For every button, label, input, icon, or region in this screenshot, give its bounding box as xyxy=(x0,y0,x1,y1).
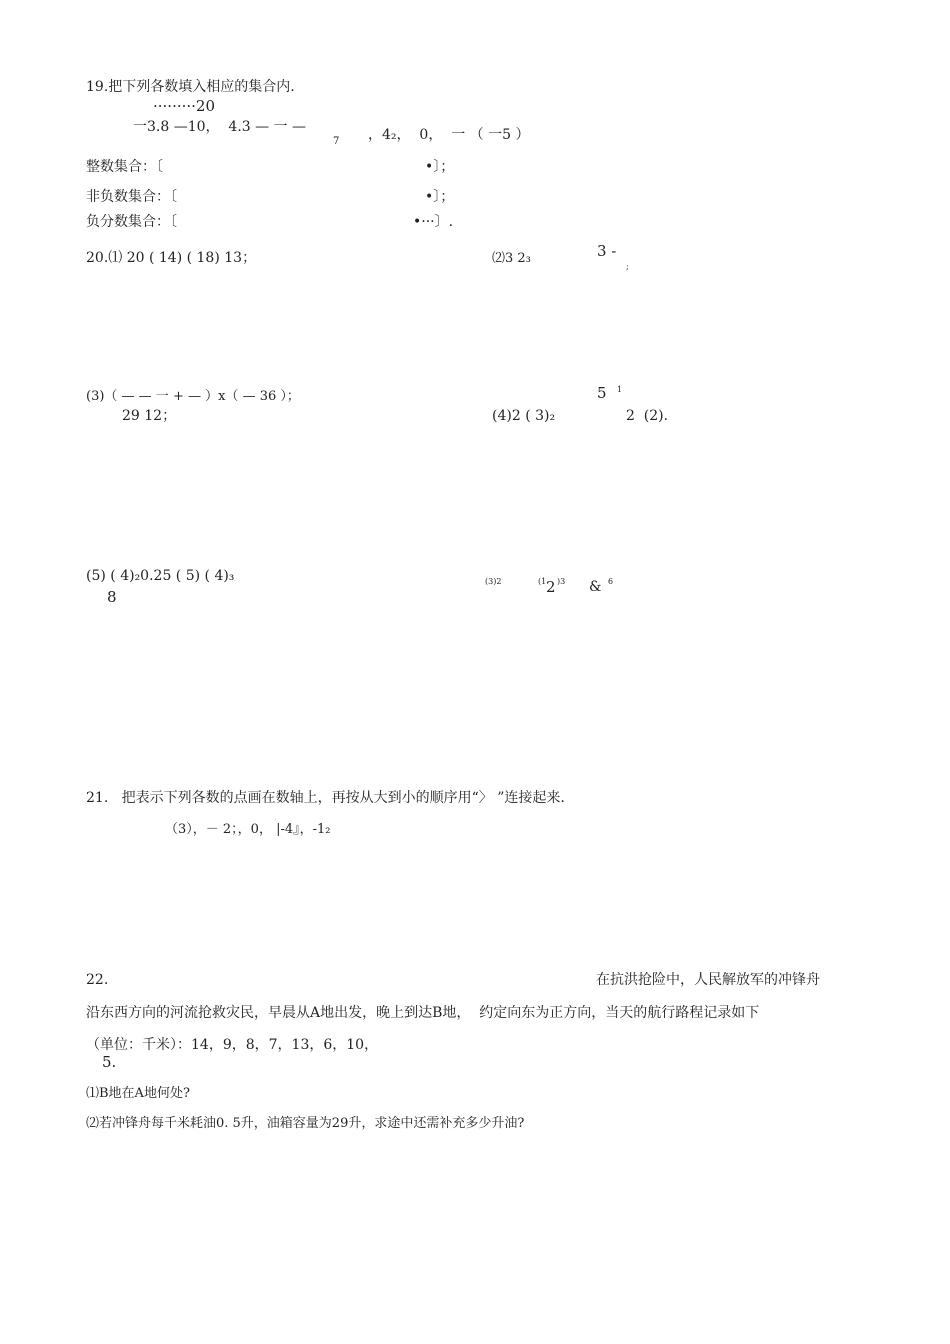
q20-part3: (3)（ — — 一 + — ）x（ — 36 ）； xyxy=(86,389,300,404)
q22-intro: 在抗洪抢险中，人民解放军的冲锋舟 xyxy=(596,972,820,988)
q19-integer-end: •〕； xyxy=(425,159,455,175)
q20-part2: ⑵3 2₃ xyxy=(492,251,531,266)
q20-part1: 20.⑴ 20 ( 14) ( 18) 13； xyxy=(86,250,257,266)
q21-numbers: （3），－ 2；，0， |-4』，-1₂ xyxy=(165,822,331,837)
q20-part6-b: (1 xyxy=(538,577,547,586)
q22-sub2: ⑵若冲锋舟每千米耗油0. 5升，油箱容量为29升，求途中还需补充多少升油? xyxy=(86,1116,525,1131)
q20-part6-d: )3 xyxy=(557,577,566,586)
q19-negfrac-end: •···〕. xyxy=(413,214,454,230)
q22-number: 22. xyxy=(86,972,109,988)
q20-part3-den: 29 12； xyxy=(122,408,177,424)
q20-part2-right: 3 - xyxy=(597,242,617,260)
q20-part5-den: 8 xyxy=(107,588,117,606)
q20-part6-f: 6 xyxy=(608,577,614,586)
q20-part6-e: & xyxy=(589,579,602,595)
q19-nonneg-end: •〕； xyxy=(425,189,455,205)
q22-sub1: ⑴B地在A地何处? xyxy=(86,1086,190,1101)
q21-title: 21. 把表示下列各数的点画在数轴上，再按从大到小的顺序用“〉 ”连接起来. xyxy=(86,790,565,806)
q19-dots-20: ·········20 xyxy=(153,97,215,115)
q19-nonneg-label: 非负数集合：〔 xyxy=(86,189,177,205)
q22-line3: （单位：千米）：14，9，8，7，13，6，10， xyxy=(86,1037,379,1053)
q20-part4-sup: 1 xyxy=(617,385,623,394)
q19-negfrac-label: 负分数集合：〔 xyxy=(86,214,177,230)
q19-numbers-tail: ，4₂， 0， 一 （ 一5 ） xyxy=(368,127,530,143)
q20-part4-tail: 2 (2). xyxy=(626,408,669,424)
q22-line2: 沿东西方向的河流抢救灾民，早晨从A地出发，晚上到达B地， 约定向东为正方向，当天的航行路程记录如下 xyxy=(86,1005,760,1021)
q19-seven: 7 xyxy=(333,136,340,147)
q19-numbers: 一3.8 —10， 4.3 — 一 — xyxy=(133,119,307,135)
q20-part4-top: 5 xyxy=(597,384,607,402)
q20-part4: (4)2 ( 3)₂ xyxy=(492,408,556,424)
q20-part6-a: (3)2 xyxy=(485,577,502,586)
q19-integer-label: 整数集合：〔 xyxy=(86,159,163,175)
q22-line4: 5. xyxy=(102,1053,117,1071)
q19-title: 19.把下列各数填入相应的集合内. xyxy=(86,79,295,95)
q20-part6-c: 2 xyxy=(546,578,556,596)
q20-part2-mark: ; xyxy=(626,262,629,271)
q20-part5: (5) ( 4)₂0.25 ( 5) ( 4)₃ xyxy=(86,568,235,584)
